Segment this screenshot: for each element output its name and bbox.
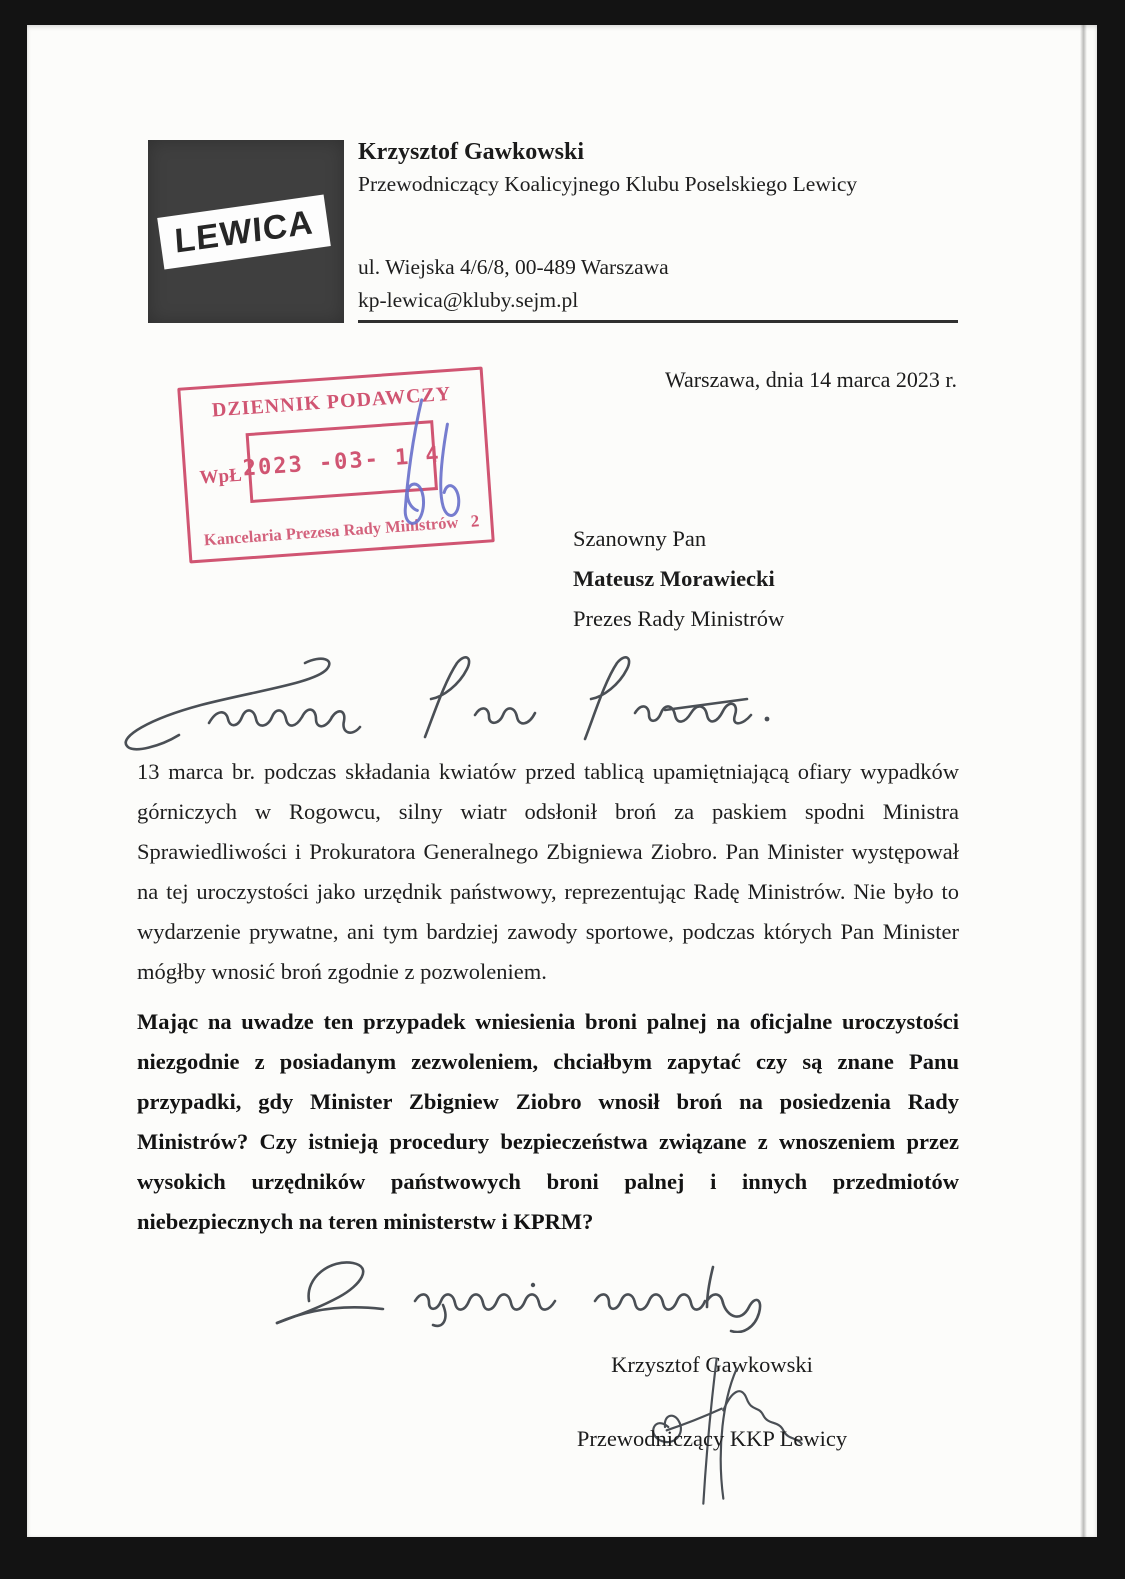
sender-email: kp-lewica@kluby.sejm.pl [358, 288, 579, 312]
lewica-logo [148, 140, 344, 323]
stamp-office: Kancelaria Prezesa Rady Ministrów [203, 512, 459, 550]
intake-stamp [177, 367, 495, 564]
body-paragraph-2: Mając na uwadze ten przypadek wniesienia broni palnej na oficjalne uroczystości niezgodnie z posiadanym zezwoleniem, chciałbym zapytać czy są znane Panu przypadki, gdy Minister Zbigniew Ziobro wnosił broń na posiedzenia Rady Ministrów? Czy istnieją procedury bezpieczeństwa związane z wnoszeniem przez wysokich urzędników państwowych broni palnej i innych przedmiotów niebezpiecznych na teren ministerstw i KPRM? [137, 1009, 959, 1234]
stamp-number: 2 [470, 511, 480, 531]
stamp-title: DZIENNIK PODAWCZY [211, 382, 452, 422]
scan-edge-line [1080, 25, 1087, 1537]
signature-printed-title: Przewodniczący KKP Lewicy [576, 1426, 848, 1451]
stamp-date: 2023 -03- 1 4 [242, 442, 442, 481]
recipient-name: Mateusz Morawiecki [573, 566, 775, 591]
lewica-logo-band [157, 195, 331, 270]
letterhead-divider [358, 320, 958, 323]
lewica-logo-text: LEWICA [173, 202, 315, 261]
sender-address: ul. Wiejska 4/6/8, 00-489 Warszawa [358, 255, 669, 279]
body-paragraph-1: 13 marca br. podczas składania kwiatów przed tablicą upamiętniającą ofiary wypadków górniczych w Rogowcu, silny wiatr odsłonił broń za paskiem spodni Ministra Sprawiedliwości i Prokuratora Generalnego Zbigniewa Ziobro. Pan Minister występował na tej uroczystości jako urzędnik państwowy, reprezentując Radę Ministrów. Nie było to wydarzenie prywatne, ani tym bardziej zawody sportowe, podczas których Pan Minister mógłby wnosić broń zgodnie z pozwoleniem. [137, 759, 959, 984]
sender-name: Krzysztof Gawkowski [358, 139, 584, 165]
dateline: Warszawa, dnia 14 marca 2023 r. [664, 367, 957, 392]
sender-title: Przewodniczący Koalicyjnego Klubu Poselskiego Lewicy [358, 172, 858, 196]
recipient-title: Prezes Rady Ministrów [573, 606, 785, 631]
letter-page [27, 25, 1097, 1537]
recipient-block [573, 519, 784, 639]
handwritten-closing [265, 1243, 795, 1333]
stamp-wpl-label: WpŁ [198, 464, 243, 489]
blue-pen-paraph [358, 393, 477, 540]
signature-printed-name: Krzysztof Gawkowski [611, 1352, 813, 1377]
handwritten-greeting [105, 653, 795, 753]
recipient-salutation: Szanowny Pan [573, 526, 707, 551]
